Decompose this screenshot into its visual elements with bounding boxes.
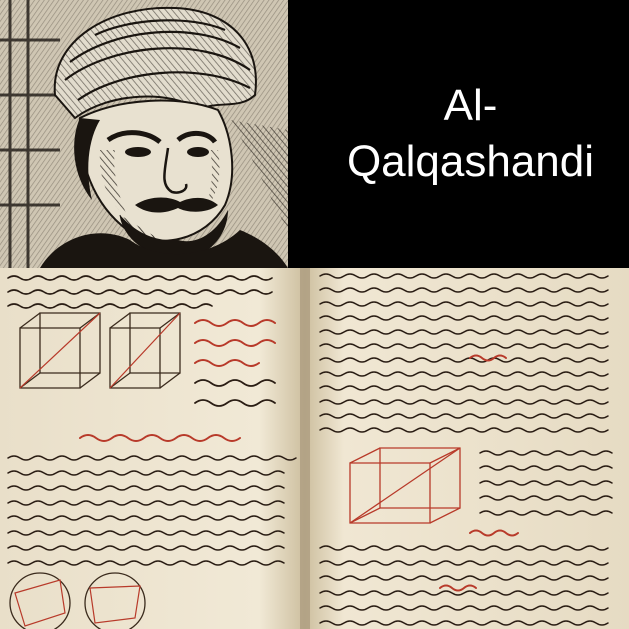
title-line-2: Qalqashandi	[346, 137, 595, 186]
title-line-1: Al-	[443, 81, 498, 130]
arabic-manuscript-pages	[0, 268, 629, 629]
manuscript-image	[0, 268, 629, 629]
page-title	[321, 78, 621, 190]
title-panel	[288, 0, 629, 268]
portrait-image	[0, 0, 288, 268]
portrait-illustration	[0, 0, 288, 268]
